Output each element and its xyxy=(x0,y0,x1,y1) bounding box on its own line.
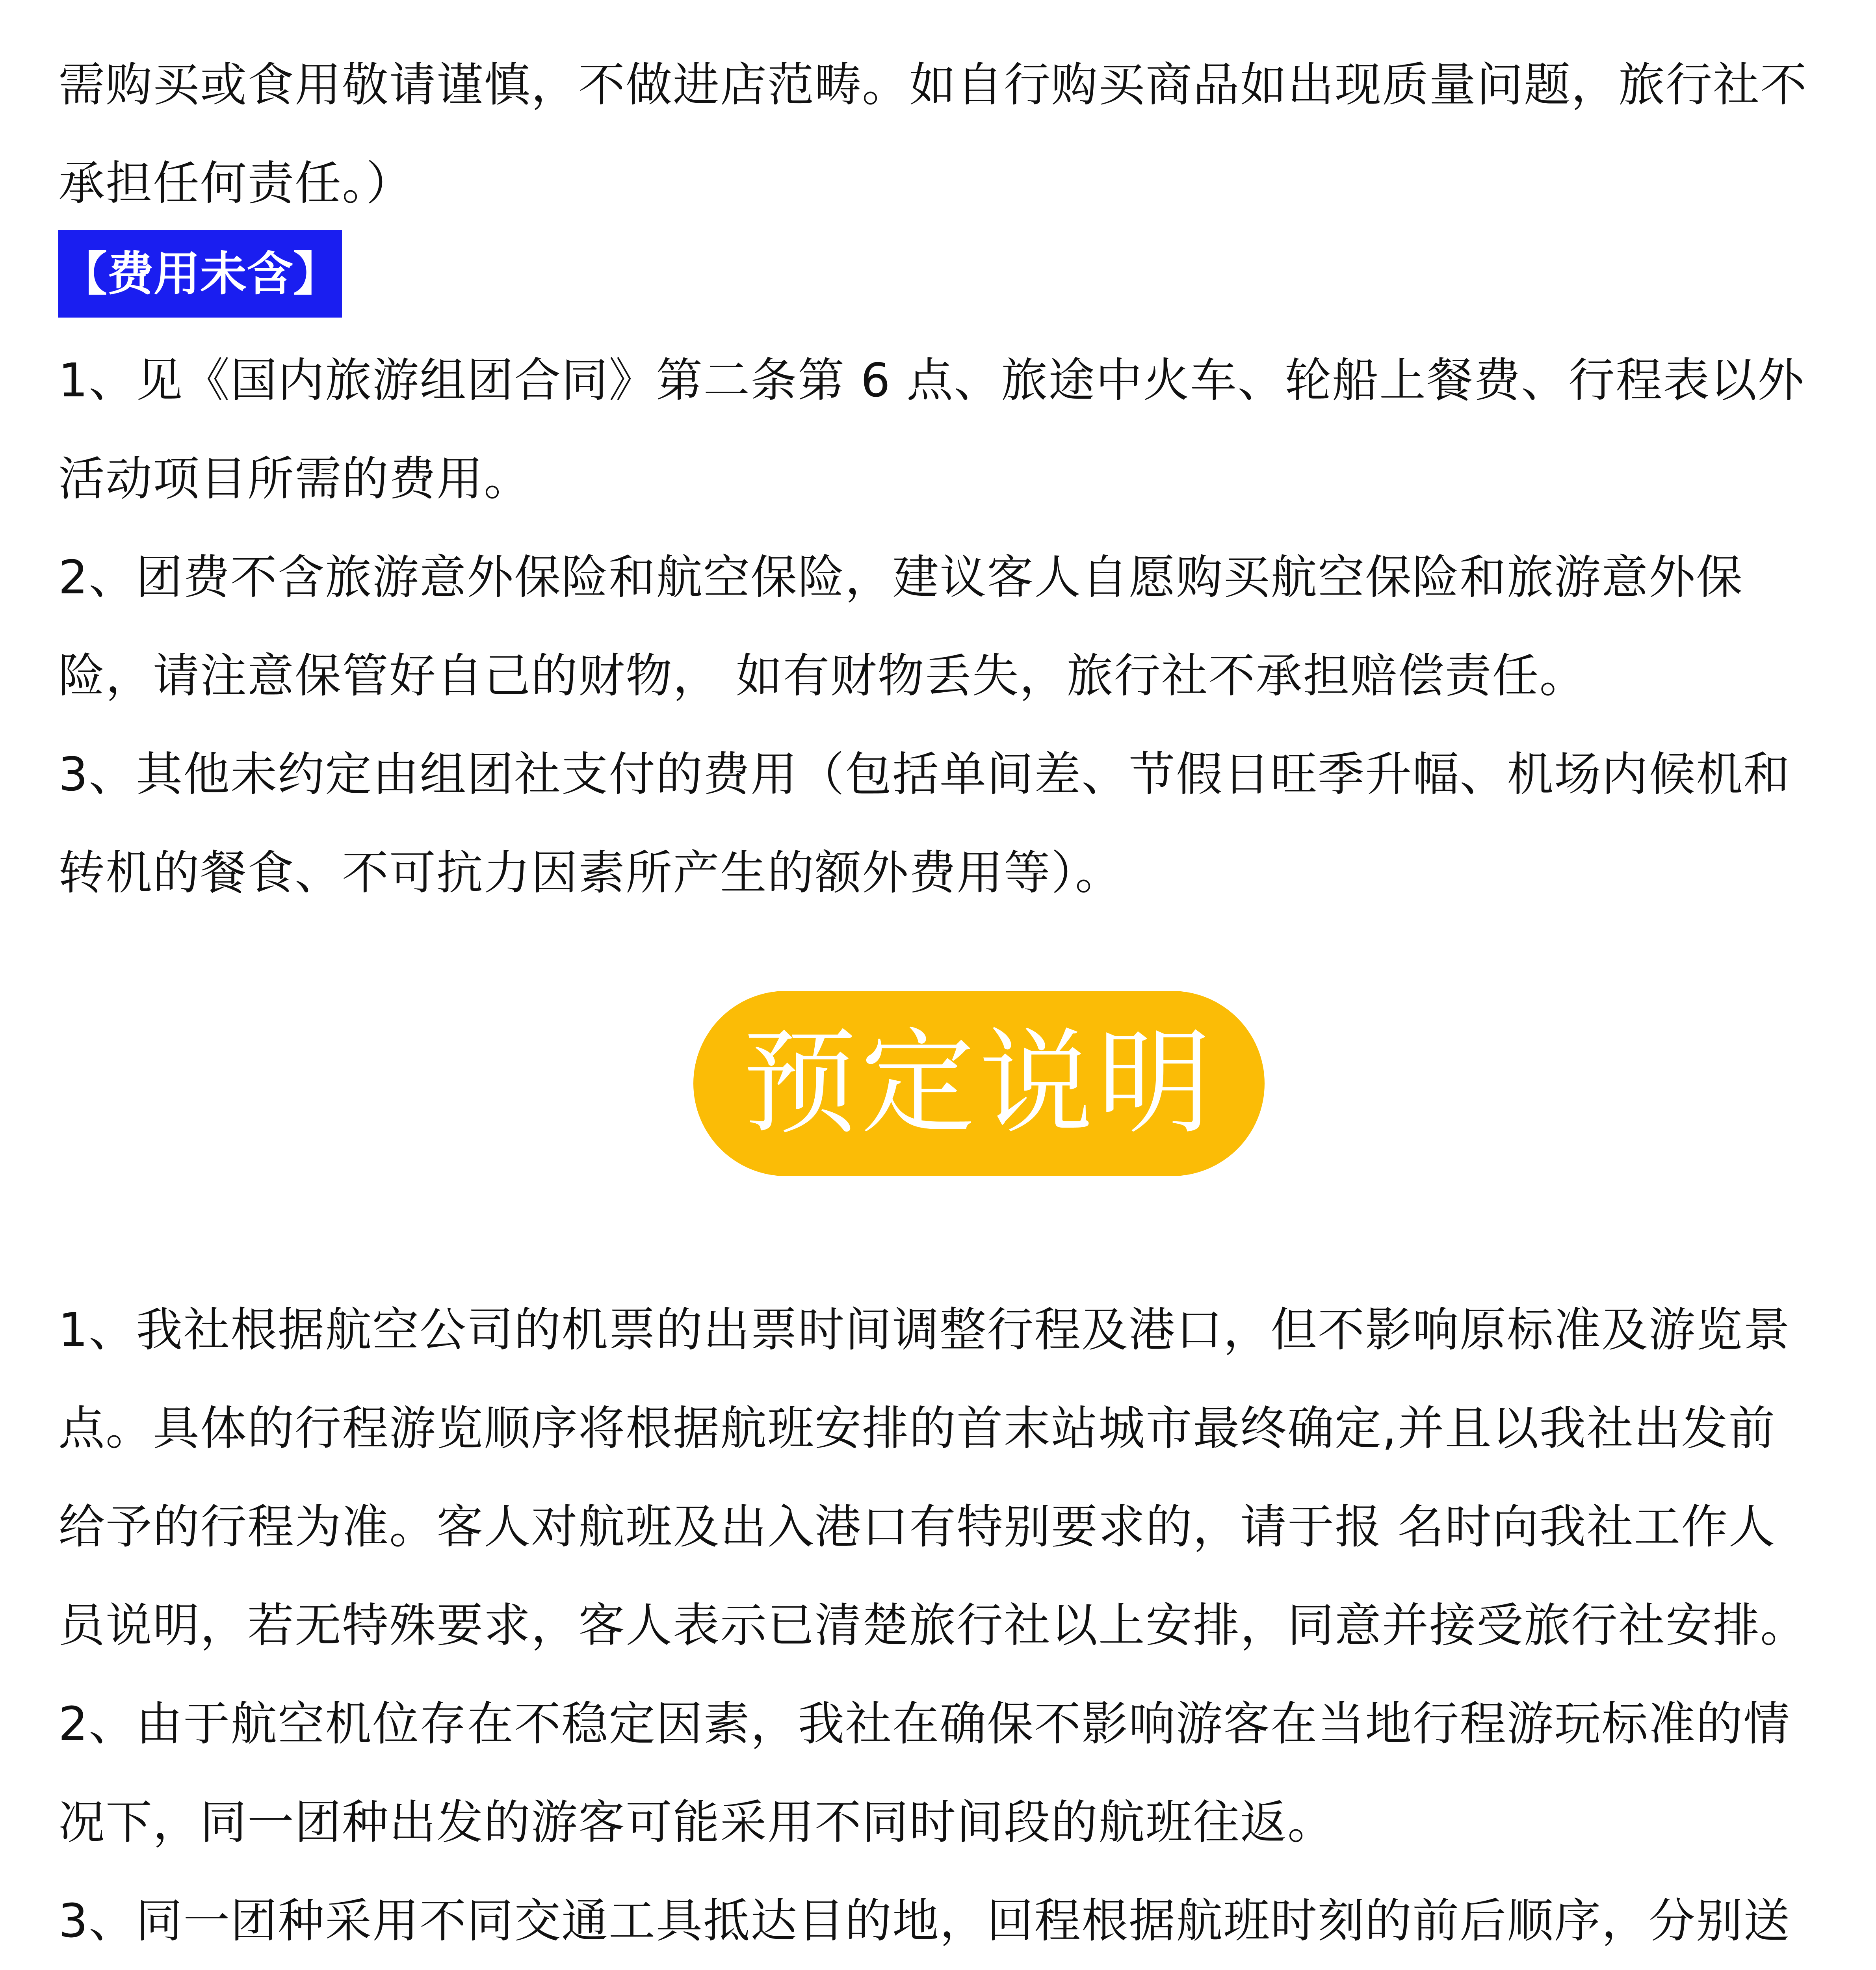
booking-item-1: 1、我社根据航空公司的机票的出票时间调整行程及港口，但不影响原标准及游览景点。具体的行程游览顺序将根据航班安排的首末站城市最终确定,并且以我社出发前给予的行程为准。客人对航班及出入港口有特别要求的，请于报 名时向我社工作人员说明，若无特殊要求，客人表示已清楚旅行社以上安排，同意并接受旅行社安排。 xyxy=(58,1303,1808,1652)
fees-excluded-item-2: 2、团费不含旅游意外保险和航空保险，建议客人自愿购买航空保险和旅游意外保险，请注意保管好自己的财物， 如有财物丢失，旅行社不承担赔偿责任。 xyxy=(58,550,1744,703)
booking-section-title: 预定说明 xyxy=(693,991,1265,1176)
booking-item-2: 2、由于航空机位存在不稳定因素，我社在确保不影响游客在当地行程游玩标准的情况下，同一团种出发的游客可能采用不同时间段的航班往返。 xyxy=(58,1697,1791,1849)
intro-paragraph: 需购买或食用敬请谨慎，不做进店范畴。如自行购买商品如出现质量问题，旅行社不承担任何责任。） xyxy=(58,58,1808,210)
fees-excluded-item-1: 1、见《国内旅游组团合同》第二条第 6 点、旅途中火车、轮船上餐费、行程表以外活动项目所需的费用。 xyxy=(58,353,1805,506)
fees-excluded-item-3: 3、其他未约定由组团社支付的费用（包括单间差、节假日旺季升幅、机场内候机和转机的餐食、不可抗力因素所产生的额外费用等）。 xyxy=(58,747,1791,900)
fees-excluded-heading: 【费用未含】 xyxy=(58,230,342,318)
booking-item-3: 3、同一团种采用不同交通工具抵达目的地，回程根据航班时刻的前后顺序，分别送 xyxy=(58,1894,1791,1948)
